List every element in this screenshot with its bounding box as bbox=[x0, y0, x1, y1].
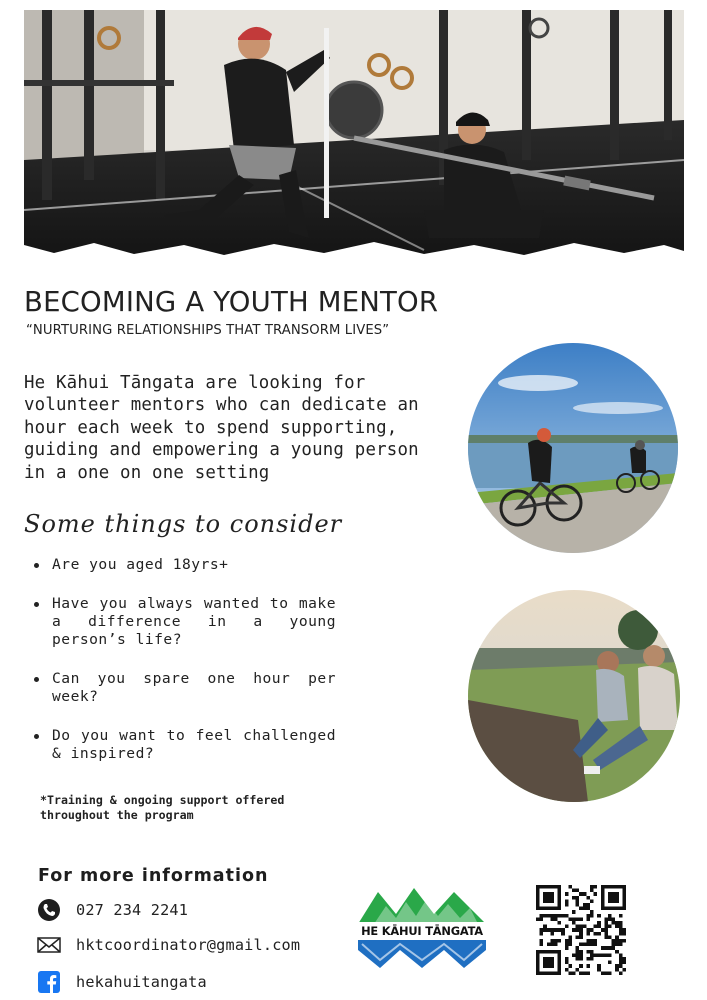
phone-icon bbox=[36, 897, 62, 923]
hero-photo bbox=[24, 10, 684, 260]
page-subtitle: “NURTURING RELATIONSHIPS THAT TRANSORM LIVES” bbox=[26, 323, 390, 338]
envelope-icon bbox=[36, 932, 62, 958]
facebook-contact[interactable] bbox=[36, 969, 207, 995]
cyclists-photo bbox=[468, 343, 678, 553]
phone-number: 027 234 2241 bbox=[76, 901, 189, 919]
phone-contact[interactable] bbox=[36, 897, 188, 923]
considerations-list bbox=[30, 556, 336, 763]
email-address: hktcoordinator@gmail.com bbox=[76, 936, 301, 954]
intro-paragraph: He Kāhui Tāngata are looking for volunteer mentors who can dedicate an hour each week to spend supporting, guiding and empowering a young person in a one on one setting bbox=[24, 373, 419, 483]
facebook-icon bbox=[36, 969, 62, 995]
logo-wordmark: HE KĀHUI TĀNGATA bbox=[361, 924, 483, 938]
page-title: BECOMING A YOUTH MENTOR bbox=[24, 286, 439, 318]
qr-code-icon[interactable] bbox=[536, 885, 626, 975]
considerations-heading: Some things to consider bbox=[24, 510, 343, 538]
list-item: Do you want to feel challenged & inspired? bbox=[30, 727, 336, 763]
list-item: Can you spare one hour per week? bbox=[30, 670, 336, 706]
he-kahui-tangata-logo bbox=[356, 884, 488, 974]
more-info-heading: For more information bbox=[38, 866, 269, 886]
training-note: *Training & ongoing support offered throughout the program bbox=[40, 793, 285, 822]
list-item: Are you aged 18yrs+ bbox=[30, 556, 336, 574]
list-item: Have you always wanted to make a difference in a young person’s life? bbox=[30, 595, 336, 649]
facebook-handle: hekahuitangata bbox=[76, 973, 207, 991]
sitting-people-photo bbox=[468, 590, 680, 802]
email-contact[interactable] bbox=[36, 932, 300, 958]
